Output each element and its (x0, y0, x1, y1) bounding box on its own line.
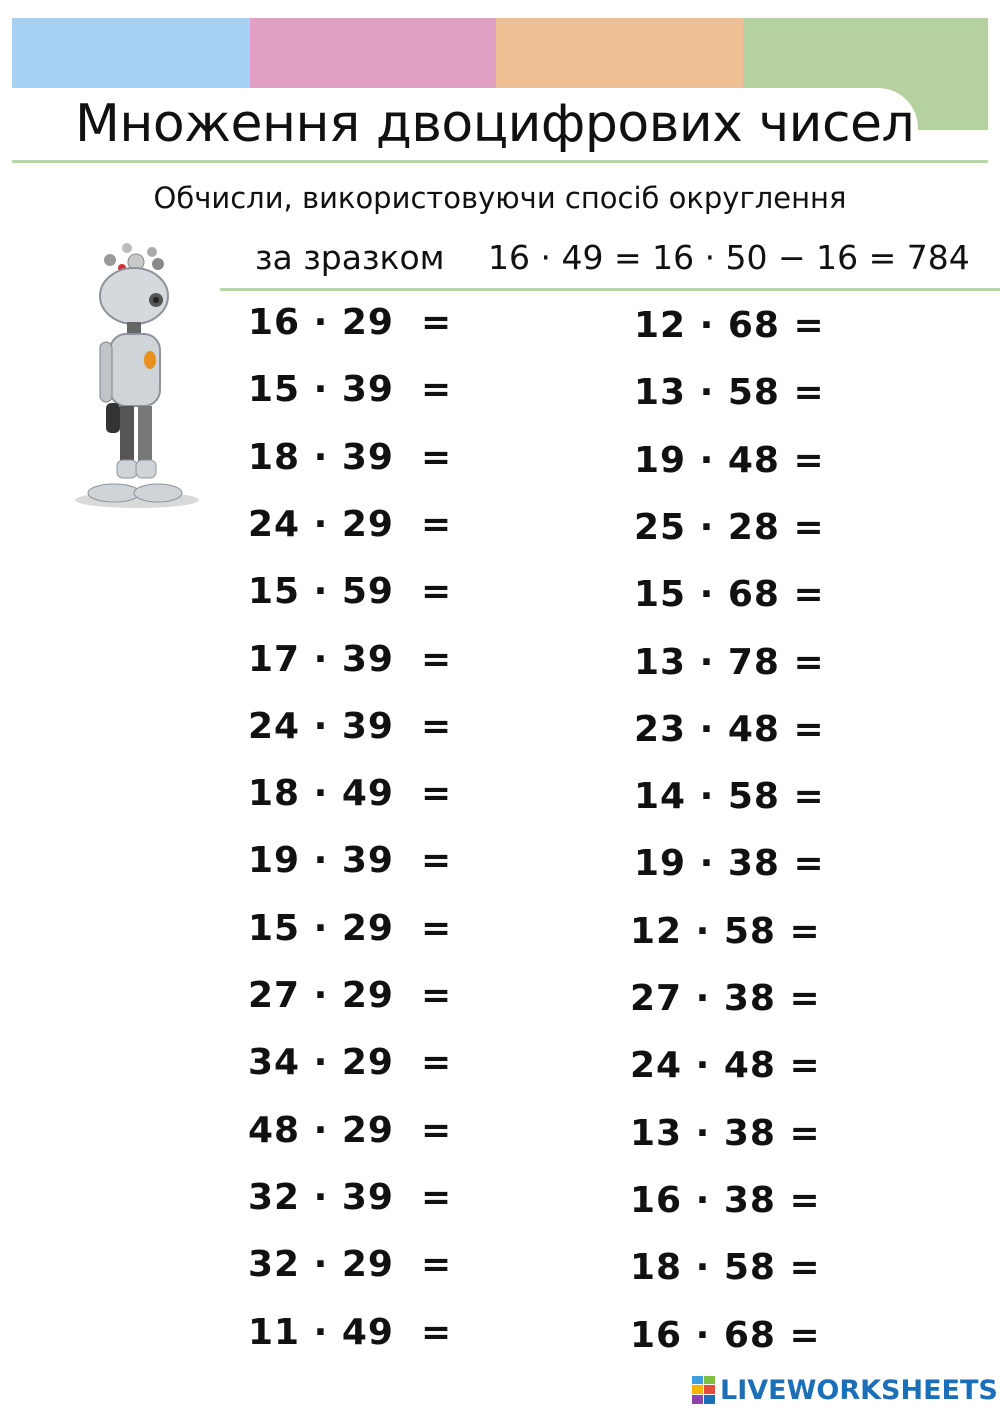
exercise-left-2: 15 · 39 = (248, 369, 453, 411)
liveworksheets-logo (692, 1372, 998, 1408)
title-divider (12, 160, 988, 163)
brand-text: LIVEWORKSHEETS (720, 1374, 998, 1406)
exercise-left-1: 16 · 29 = (248, 302, 453, 343)
exercise-left-16: 11 · 49 = (248, 1311, 453, 1353)
exercise-left-9: 19 · 39 = (248, 840, 453, 882)
header-bar-pink (250, 18, 496, 88)
exercise-right-1: 12 · 68 = (634, 305, 825, 346)
exercise-right-3: 19 · 48 = (634, 439, 825, 481)
exercise-left-7: 24 · 39 = (248, 705, 453, 747)
page-title: Множення двоцифрових чисел (75, 94, 915, 154)
exercise-right-8: 14 · 58 = (634, 776, 825, 818)
example-label: за зразком (255, 238, 445, 277)
exercise-left-5: 15 · 59 = (248, 571, 453, 613)
exercise-right-4: 25 · 28 = (634, 506, 825, 548)
exercise-right-6: 13 · 78 = (634, 641, 825, 683)
exercise-right-2: 13 · 58 = (634, 372, 825, 414)
exercise-left-11: 27 · 29 = (248, 975, 453, 1016)
example-divider (220, 288, 1000, 291)
exercise-right-5: 15 · 68 = (634, 574, 825, 616)
exercise-left-10: 15 · 29 = (248, 907, 453, 949)
exercise-left-6: 17 · 39 = (248, 638, 453, 680)
exercise-right-11: 27 · 38 = (630, 978, 821, 1019)
exercise-left-3: 18 · 39 = (248, 436, 453, 478)
exercise-left-8: 18 · 49 = (248, 773, 453, 815)
exercise-left-12: 34 · 29 = (248, 1042, 453, 1084)
liveworksheets-logo-icon (692, 1376, 716, 1404)
exercise-right-12: 24 · 48 = (630, 1045, 821, 1087)
header-bar-orange (496, 18, 743, 88)
exercise-right-14: 16 · 38 = (630, 1179, 821, 1221)
exercise-left-15: 32 · 29 = (248, 1244, 453, 1286)
exercise-right-13: 13 · 38 = (630, 1112, 821, 1154)
header-bar-blue (12, 18, 250, 88)
exercise-right-10: 12 · 58 = (630, 910, 821, 952)
example-equation: 16 · 49 = 16 · 50 − 16 = 784 (488, 238, 970, 277)
exercise-right-9: 19 · 38 = (634, 843, 825, 885)
instruction-text: Обчисли, використовуючи спосіб округлення (153, 181, 847, 215)
exercise-right-7: 23 · 48 = (634, 708, 825, 750)
exercise-right-16: 16 · 68 = (630, 1314, 821, 1356)
exercise-left-4: 24 · 29 = (248, 503, 453, 545)
exercise-left-13: 48 · 29 = (248, 1109, 453, 1151)
robot-illustration (72, 238, 202, 513)
exercise-left-14: 32 · 39 = (248, 1176, 453, 1218)
exercise-right-15: 18 · 58 = (630, 1247, 821, 1289)
